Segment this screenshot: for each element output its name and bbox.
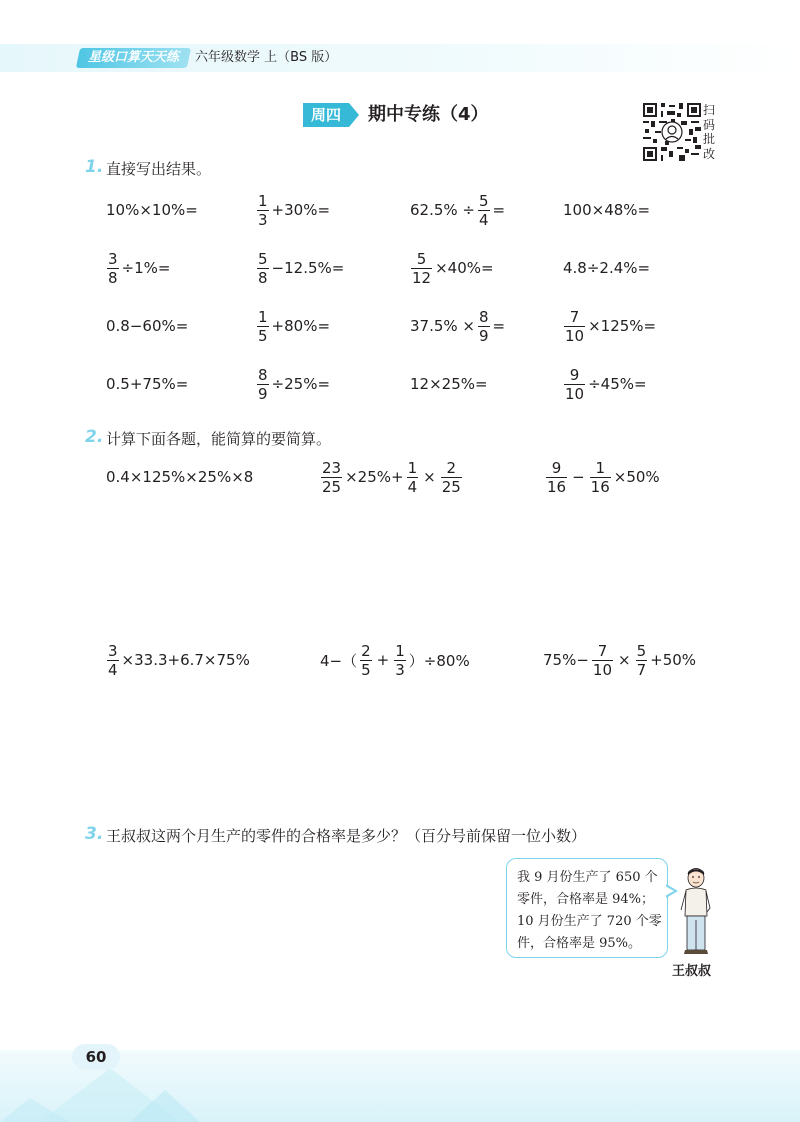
denominator: 3: [258, 210, 268, 229]
bubble-tail-inner: [665, 886, 674, 896]
expr-text: ×125%=: [588, 317, 657, 335]
calc-item: [254, 193, 330, 227]
denominator: 4: [479, 210, 489, 229]
denominator: 12: [412, 268, 432, 287]
section3-title: 王叔叔这两个月生产的零件的合格率是多少？（百分号前保留一位小数）: [106, 827, 587, 845]
expr-text: 4−（: [320, 651, 358, 670]
calc-item: [408, 251, 494, 285]
denominator: 9: [258, 384, 268, 403]
fraction: [407, 460, 419, 495]
fraction: [411, 251, 432, 286]
expr-text: 0.5+75%=: [106, 375, 189, 393]
qr-label-char: 批: [703, 132, 716, 146]
fraction: [546, 460, 567, 495]
denominator: 5: [361, 660, 371, 679]
problem-6: [543, 643, 696, 677]
problem-5: [320, 643, 470, 677]
expr-text: −: [572, 468, 585, 486]
calc-item: [106, 374, 188, 394]
fraction: [564, 367, 585, 402]
fraction: [257, 367, 269, 402]
denominator: 5: [258, 326, 268, 345]
expr-text: 37.5% ×: [410, 317, 475, 335]
fraction: [257, 193, 269, 228]
section2-title: 计算下面各题，能简算的要简算。: [106, 430, 332, 448]
bubble-line: 件，合格率是 95%。: [517, 936, 642, 951]
numerator: 5: [636, 641, 647, 660]
denominator: 10: [592, 660, 613, 679]
fraction: [441, 460, 462, 495]
calc-item: [410, 374, 488, 394]
denominator: 7: [636, 660, 647, 679]
expr-text: =: [492, 317, 506, 335]
fraction: [257, 251, 269, 286]
numerator: 1: [595, 458, 605, 477]
day-tag: 周四: [303, 103, 349, 127]
calc-item: [106, 200, 198, 220]
fraction: [590, 460, 611, 495]
problem-3: [543, 460, 660, 494]
denominator: 8: [258, 268, 268, 287]
section1-number: 1.: [85, 157, 104, 177]
expr-text: 4.8÷2.4%=: [563, 259, 651, 277]
expr-text: ×40%=: [435, 259, 494, 277]
expr-text: 10%×10%=: [106, 201, 198, 219]
fraction: [636, 643, 648, 678]
denominator: 9: [479, 326, 489, 345]
numerator: 8: [479, 307, 489, 326]
expr-text: ×: [618, 651, 631, 669]
problem-2: [318, 460, 465, 494]
numerator: 5: [258, 249, 268, 268]
denominator: 8: [108, 268, 118, 287]
expr-text: =: [492, 201, 506, 219]
expr-text: +80%=: [271, 317, 331, 335]
brand-label: [76, 48, 191, 68]
denominator: 4: [108, 660, 118, 679]
expr-text: 75%−: [543, 651, 589, 669]
speech-bubble: [506, 858, 668, 958]
fraction: [360, 643, 372, 678]
denominator: 10: [565, 326, 585, 345]
calc-item: [563, 200, 650, 220]
section1-title: 直接写出结果。: [106, 160, 212, 178]
book-title: 六年级数学 上（BS 版）: [195, 50, 338, 65]
expr-text: ×33.3+6.7×75%: [121, 651, 250, 669]
expr-text: ×50%: [613, 468, 660, 486]
denominator: 16: [547, 477, 567, 496]
numerator: 2: [361, 641, 371, 660]
qr-label-char: 扫: [703, 103, 716, 117]
expr-text: 62.5% ÷: [410, 201, 475, 219]
fraction: [478, 193, 490, 228]
expr-text: ×25%+: [345, 468, 404, 486]
denominator: 10: [565, 384, 585, 403]
page-number: 60: [72, 1044, 120, 1070]
numerator: 23: [322, 458, 342, 477]
numerator: 1: [407, 458, 418, 477]
bubble-line: 10 月份生产了 720 个零: [517, 914, 662, 929]
denominator: 25: [441, 477, 461, 496]
numerator: 7: [569, 307, 580, 326]
numerator: 8: [258, 365, 268, 384]
numerator: 1: [258, 191, 268, 210]
numerator: 7: [597, 641, 608, 660]
expr-text: 0.4×125%×25%×8: [106, 468, 254, 486]
brand-text: 星级口算天天练: [88, 50, 180, 65]
qr-label-char: 改: [703, 146, 716, 161]
calc-item: [254, 367, 330, 401]
fraction: [564, 309, 585, 344]
calc-item: [254, 251, 344, 285]
footer-decoration: [0, 1038, 800, 1122]
denominator: 16: [590, 477, 610, 496]
expr-text: +30%=: [271, 201, 331, 219]
calc-item: [106, 316, 188, 336]
expr-text: ）÷80%: [408, 651, 470, 670]
bubble-line: 零件，合格率是 94%；: [517, 892, 655, 907]
numerator: 3: [108, 249, 118, 268]
expr-text: 12×25%=: [410, 375, 488, 393]
bubble-line: 我 9 月份生产了 650 个: [517, 870, 658, 885]
fraction: [394, 643, 406, 678]
expr-text: +50%: [650, 651, 697, 669]
denominator: 3: [395, 660, 405, 679]
qr-label-char: 码: [703, 117, 716, 132]
calc-item: [561, 367, 647, 401]
expr-text: 0.8−60%=: [106, 317, 189, 335]
day-tag-arrow: [349, 103, 359, 127]
expr-text: ×: [423, 468, 436, 486]
calc-item: [410, 309, 505, 343]
expr-text: ÷45%=: [588, 375, 647, 393]
calc-item: [410, 193, 505, 227]
fraction: [592, 643, 613, 678]
section3-number: 3.: [85, 824, 104, 844]
section2-number: 2.: [85, 427, 104, 447]
numerator: 5: [416, 249, 427, 268]
numerator: 9: [569, 365, 580, 384]
calc-item: [104, 251, 170, 285]
denominator: 4: [407, 477, 418, 496]
expr-text: ÷1%=: [121, 259, 171, 277]
numerator: 1: [258, 307, 268, 326]
expr-text: +: [376, 651, 390, 669]
expr-text: ÷25%=: [271, 375, 331, 393]
calc-item: [254, 309, 330, 343]
problem-4: [104, 643, 250, 677]
qr-code-icon[interactable]: [643, 103, 701, 161]
expr-text: 100×48%=: [563, 201, 651, 219]
fraction: [107, 643, 119, 678]
fraction: [257, 309, 269, 344]
denominator: 25: [322, 477, 342, 496]
fraction: [478, 309, 490, 344]
expr-text: −12.5%=: [271, 259, 345, 277]
problem-1: [106, 467, 253, 487]
fraction: [321, 460, 342, 495]
calc-item: [561, 309, 656, 343]
numerator: 5: [479, 191, 489, 210]
calc-item: [563, 258, 650, 278]
numerator: 2: [446, 458, 457, 477]
numerator: 9: [551, 458, 562, 477]
uncle-wang-illustration: [676, 862, 716, 958]
qr-label: [703, 103, 717, 161]
person-name: 王叔叔: [672, 964, 712, 979]
numerator: 1: [395, 641, 405, 660]
lesson-title: 期中专练（4）: [368, 104, 489, 125]
fraction: [107, 251, 119, 286]
numerator: 3: [108, 641, 118, 660]
